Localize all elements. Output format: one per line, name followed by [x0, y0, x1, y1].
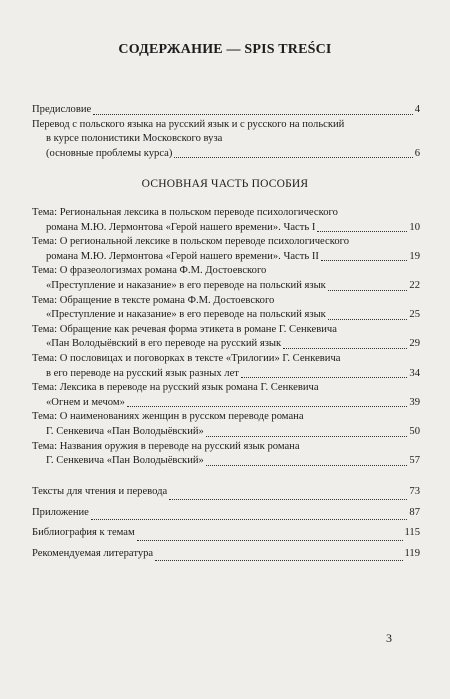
toc-entry-text: Г. Сенкевича «Пан Володыёвский» [46, 425, 204, 437]
toc-page-number: 6 [414, 147, 420, 159]
toc-entry [32, 381, 420, 410]
dot-leader [328, 289, 408, 291]
dot-leader [137, 539, 403, 541]
toc-entry-text: Тема: Обращение как речевая форма этикета в романе Г. Сенкевича [32, 323, 337, 335]
dot-leader [321, 259, 408, 261]
toc-entry [32, 118, 420, 162]
page-title: СОДЕРЖАНИЕ — SPIS TREŚCI [118, 42, 332, 57]
dot-leader [206, 435, 408, 437]
toc-entry [32, 410, 420, 439]
toc-entry-text: «Огнем и мечом» [46, 396, 125, 408]
toc-entry-text: в курсе полонистики Московского вуза [46, 133, 223, 145]
toc-entry-text: романа М.Ю. Лермонтова «Герой нашего времени». Часть II [46, 250, 319, 262]
toc-entry-text: Приложение [32, 506, 89, 518]
dot-leader [91, 518, 408, 520]
toc-entry-text: Перевод с польского языка на русский язык и с русского на польский [32, 118, 345, 130]
page-number: 3 [386, 631, 392, 645]
toc-entry [32, 440, 420, 469]
toc-page-number: 87 [409, 506, 420, 518]
toc-entry-text: «Пан Володыёвский в его переводе на русский язык [46, 338, 282, 350]
toc-entry-text: Тема: Обращение в тексте романа Ф.М. Достоевского [32, 294, 275, 306]
toc-entry-text: Тема: Названия оружия в переводе на русский язык романа [32, 440, 300, 452]
toc-entry-text: Библиография к темам [32, 527, 135, 539]
dot-leader [174, 156, 412, 158]
toc-page-number: 19 [409, 250, 420, 262]
toc-entry-text: Предисловие [32, 104, 92, 115]
toc-entry-text: «Преступление и наказание» в его переводе на польский язык [46, 309, 326, 321]
toc-page-number: 57 [409, 455, 420, 467]
toc-entry-text: романа М.Ю. Лермонтова «Герой нашего времени». Часть I [46, 221, 316, 233]
toc-entry-text: Тема: О фразеологизмах романа Ф.М. Достоевского [32, 265, 267, 277]
toc-intro-group [32, 103, 420, 161]
toc-page-number: 10 [409, 221, 420, 233]
toc-entry-text: в его переводе на русский язык разных лет [46, 367, 239, 379]
toc-page-number: 34 [409, 367, 420, 379]
toc-entry-text: Тема: Региональная лексика в польском переводе психологического [32, 207, 338, 218]
toc-entry [32, 206, 420, 235]
toc-entry [32, 523, 420, 544]
toc-entry [32, 294, 420, 323]
toc-page-number: 39 [409, 396, 420, 408]
toc-main-group [32, 206, 420, 469]
toc-page-number: 50 [409, 425, 420, 437]
dot-leader [155, 559, 402, 561]
toc-page-number: 25 [409, 309, 420, 321]
toc-entry [32, 544, 420, 565]
toc-entry [32, 235, 420, 264]
toc-page-number: 73 [409, 486, 420, 497]
toc-entry [32, 352, 420, 381]
dot-leader [206, 464, 408, 466]
dot-leader [169, 498, 407, 500]
dot-leader [317, 230, 407, 232]
toc-page-number: 115 [404, 527, 420, 539]
toc-entry [32, 264, 420, 293]
toc-entry [32, 503, 420, 524]
toc-entry-text: (основные проблемы курса) [46, 147, 173, 159]
toc-entry-text: Рекомендуемая литература [32, 547, 154, 559]
toc-page-number: 29 [409, 338, 420, 350]
toc-page-number: 22 [409, 279, 420, 291]
toc-entry [32, 103, 420, 118]
toc-entry-text: Тема: О региональной лексике в польском переводе психологического [32, 236, 349, 248]
toc-page-number: 4 [414, 104, 420, 115]
toc-page-number: 119 [404, 547, 420, 559]
toc-entry-text: «Преступление и наказание» в его переводе на польский язык [46, 279, 326, 291]
dot-leader [283, 347, 407, 349]
dot-leader [127, 405, 408, 407]
toc-entry-text: Тема: О пословицах и поговорках в тексте «Трилогии» Г. Сенкевича [32, 352, 341, 364]
dot-leader [93, 113, 412, 115]
toc-entry-text: Тема: О наименованиях женщин в русском переводе романа [32, 411, 304, 423]
toc-entry-text: Тема: Лексика в переводе на русский язык романа Г. Сенкевича [32, 382, 319, 394]
toc-entry-text: Г. Сенкевича «Пан Володыёвский» [46, 455, 204, 467]
toc-back-group [32, 482, 420, 564]
toc-entry-text: Тексты для чтения и перевода [32, 486, 168, 497]
dot-leader [328, 318, 408, 320]
dot-leader [241, 376, 407, 378]
section-heading: ОСНОВНАЯ ЧАСТЬ ПОСОБИЯ [141, 178, 309, 190]
toc-entry [32, 323, 420, 352]
toc-entry [32, 482, 420, 503]
